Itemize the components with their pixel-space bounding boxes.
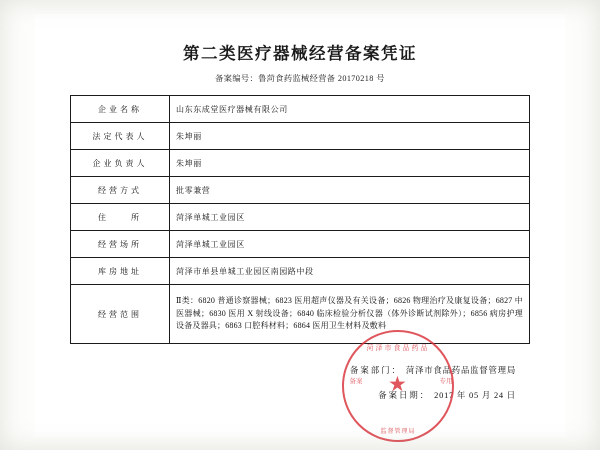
row-label: 经营方式	[71, 177, 170, 204]
row-value: 朱坤丽	[170, 150, 530, 177]
row-label: 法定代表人	[71, 123, 170, 150]
department-line	[70, 364, 530, 376]
record-number: 备案编号：鲁菏食药监械经营备 20170218 号	[215, 74, 385, 83]
table-row	[71, 258, 530, 285]
official-seal-icon	[342, 330, 460, 448]
table-row	[71, 177, 530, 204]
seal-top-text: 菏泽市食品药品	[366, 344, 430, 352]
table-row	[71, 123, 530, 150]
footer-block	[70, 344, 530, 435]
seal-bottom-text: 监督管理局	[380, 429, 416, 435]
row-value: 朱坤丽	[170, 123, 530, 150]
date-line	[70, 389, 530, 401]
department-label: 备案部门：	[350, 366, 402, 375]
date-label: 备案日期：	[378, 391, 431, 400]
scope-value: Ⅱ类：6820 普通诊察器械；6823 医用超声仪器及有关设备；6826 物理治疗及康复设备；6827 中医器械；6830 医用 X 射线设备；6840 临床检验分析仪器（体外诊断试剂除外）；6856 病房护理设备及器具；6863 口腔科材料；6864 医用卫生材料及敷料	[170, 285, 530, 344]
table-row	[71, 204, 530, 231]
row-value: 菏泽单城工业园区	[170, 204, 530, 231]
row-value: 菏泽单城工业园区	[170, 231, 530, 258]
scope-label: 经营范围	[71, 285, 170, 344]
seal-right-text: 专用	[439, 378, 453, 385]
row-value: 批零兼营	[170, 177, 530, 204]
table-row	[71, 96, 530, 123]
row-value: 菏泽市单县单城工业园区南园路中段	[170, 258, 530, 285]
seal-star-icon: ★	[388, 372, 407, 396]
seal-left-text: 备案	[349, 378, 363, 385]
row-label: 住 所	[71, 204, 170, 231]
row-label: 经营场所	[71, 231, 170, 258]
row-label: 企业名称	[71, 96, 170, 123]
date-value: 2017 年 05 月 24 日	[434, 391, 516, 400]
table-row-scope	[71, 285, 530, 344]
certificate-sheet	[34, 14, 566, 438]
certificate-table	[70, 95, 530, 344]
row-label: 库房地址	[71, 258, 170, 285]
row-value: 山东东成堂医疗器械有限公司	[170, 96, 530, 123]
department-value: 菏泽市食品药品监督管理局	[405, 366, 516, 375]
row-label: 企业负责人	[71, 150, 170, 177]
table-row	[71, 150, 530, 177]
page-title: 第二类医疗器械经营备案凭证	[183, 44, 417, 63]
table-row	[71, 231, 530, 258]
